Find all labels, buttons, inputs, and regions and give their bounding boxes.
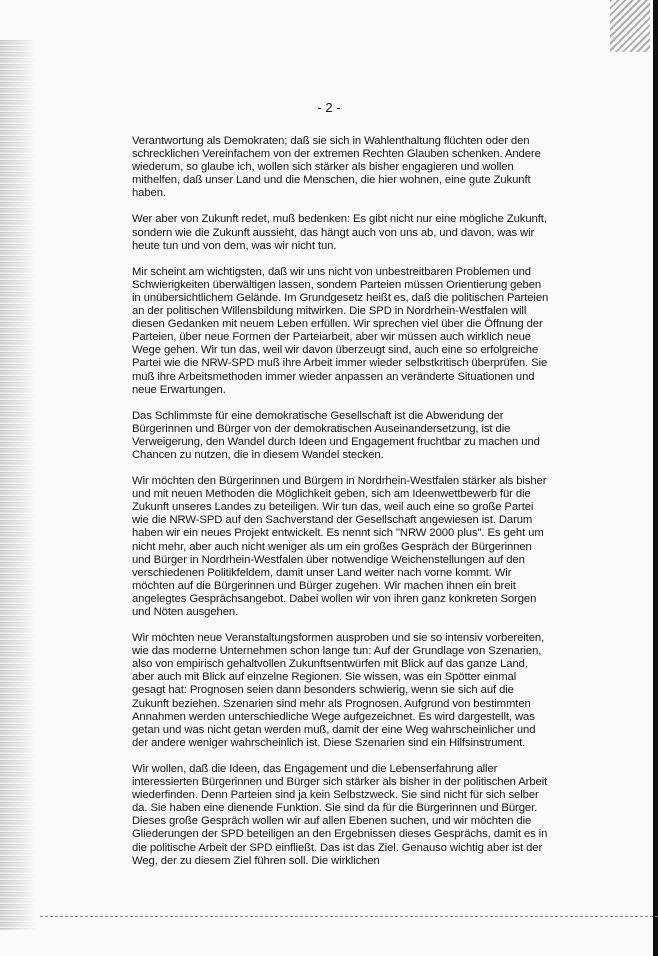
scan-bottom-edge <box>40 916 658 918</box>
document-body <box>132 135 552 881</box>
paragraph: Mir scheint am wichtigsten, daß wir uns nicht von unbestreitbaren Problemen und Schwierigkeiten überwältigen lassen, sondern Parteien müssen Orientierung geben in unübersichtlichem Gelände. Im Grundgesetz heißt es, daß die politischen Parteien an der politischen Willensbildung mitwirken. Die SPD in Nordrhein-Westfalen will diesen Gedanken mit neuem Leben erfüllen. Wir sprechen viel über die Öffnung der Parteien, über neue Formen der Parteiarbeit, aber wir müssen auch wirklich neue Wege gehen. Wir tun das, weil wir davon überzeugt sind, auch eine so erfolgreiche Partei wie die NRW-SPD muß ihre Arbeit immer wieder selbstkritisch überprüfen. Sie muß ihre Arbeitsmethoden immer wieder anpassen an veränderte Situationen und neue Erwartungen. <box>132 265 549 396</box>
page-number: - 2 - <box>317 100 341 115</box>
scan-corner-artifact <box>610 0 650 52</box>
paragraph: Wir wollen, daß die Ideen, das Engagement und die Lebenserfahrung aller interessierten Bürgerinnen und Bürger sich stärker als bisher in der politischen Arbeit wiederfinden. Denn Parteien sind ja kein Selbstzweck. Sie sind nicht für sich selber da. Sie haben eine dienende Funktion. Sie sind da für die Bürgerinnen und Bürger. Dieses große Gespräch wollen wir auf allen Ebenen suchen, und wir möchten die Gliederungen der SPD beteiligen an den Ergebnissen dieses Gesprächs, damit es in die politische Arbeit der SPD einfließt. Das ist das Ziel. Genauso wichtig aber ist der Weg, der zu diesem Ziel führen soll. Die wirklichen <box>132 762 548 867</box>
paragraph: Wir möchten den Bürgerinnen und Bürgem in Nordrhein-Westfalen stärker als bisher und mit neuen Methoden die Möglichkeit geben, sich am Ideenwettbewerb für die Zukunft unseres Landes zu beteiligen. Wir tun das, weil auch eine so große Partei wie die NRW-SPD auf den Sachverstand der Gesellschaft angewiesen ist. Darum haben wir ein neues Projekt entwickelt. Es nennt sich "NRW 2000 plus". Es geht um nicht mehr, aber auch nicht weniger als um ein großes Gespräch der Bürgerinnen und Bürger in Nordrhein-Westfalen über notwendige Weichenstellungen auf den verschiedenen Politikfeldem, damit unser Land weiter nach vorne kommt. Wir möchten auf die Bürgerinnen und Bürger zugehen. Wir machen ihnen ein breit angelegtes Gesprächsangebot. Dabei wollen wir von ihren ganz konkreten Sorgen und Nöten ausgehen. <box>132 475 547 618</box>
scan-right-edge <box>653 0 658 956</box>
paragraph: Das Schlimmste für eine demokratische Gesellschaft ist die Abwendung der Bürgerinnen und Bürger von der demokratischen Auseinandersetzung, ist die Verweigerung, den Wandel durch Ideen und Engagement fruchtbar zu machen und Chancen zu nutzen, die in diesem Wandel stecken. <box>132 409 540 461</box>
scan-edge-shadow <box>0 40 38 930</box>
paragraph: Wir möchten neue Veranstaltungsformen ausproben und sie so intensiv vorbereiten, wie das moderne Unternehmen schon lange tun: Auf der Grundlage von Szenarien, also von empirisch gehaltvollen Zukunftsentwürfen mit Blick auf das ganze Land, aber auch mit Blick auf einzelne Regionen. Sie wissen, was ein Spötter einmal gesagt hat: Prognosen seien dann besonders schwierig, wenn sie sich auf die Zukunft beziehen. Szenarien sind mehr als Prognosen. Aufgrund von bestimmten Annahmen werden unterschiedliche Wege aufgezeichnet. Es wird dargestellt, was getan und was nicht getan werden muß, damit der eine Weg wahrscheinlicher und der andere weniger wahrscheinlich ist. Diese Szenarien sind ein Hilfsinstrument. <box>132 632 545 749</box>
paragraph: Verantwortung als Demokraten; daß sie sich in Wahlenthaltung flüchten oder den schrecklichen Vereinfachem von der extremen Rechten Glauben schenken. Andere wiederum, so glaube ich, wollen sich stärker als bisher engagieren und wollen mithelfen, daß unser Land und die Menschen, die hier wohnen, eine gute Zukunft haben. <box>132 135 541 200</box>
paragraph: Wer aber von Zukunft redet, muß bedenken: Es gibt nicht nur eine mögliche Zukunft, sondern wie die Zukunft aussieht, das hängt auch von uns ab, und davon, was wir heute tun und von dem, was wir nicht tun. <box>132 213 547 252</box>
